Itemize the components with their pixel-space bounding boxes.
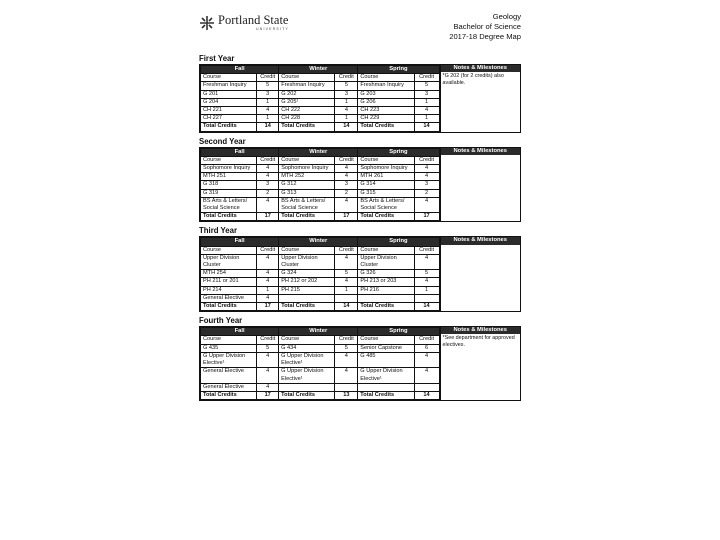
column-header-course: Course: [201, 246, 257, 254]
term-header-fall: Fall: [201, 238, 279, 246]
program-degree: Bachelor of Science: [453, 22, 521, 31]
credit-cell: 4: [257, 270, 279, 278]
table-row: [201, 98, 440, 106]
credit-cell: 5: [414, 270, 439, 278]
table-row: [201, 115, 440, 123]
table-row: [201, 344, 440, 352]
column-header-course: Course: [201, 156, 257, 164]
credit-cell: 4: [257, 352, 279, 367]
course-cell: Total Credits: [279, 391, 335, 399]
credit-cell: 2: [257, 189, 279, 197]
course-table: [200, 327, 440, 400]
credit-cell: [335, 383, 358, 391]
credit-cell: 4: [414, 107, 439, 115]
document-header: [199, 10, 521, 54]
notes-text: *G 202 (for 2 credits) also available.: [442, 73, 504, 86]
course-cell: G Upper Division Elective¹: [201, 352, 257, 367]
course-cell: Freshman Inquiry: [279, 82, 335, 90]
column-header-credit: Credit: [414, 74, 439, 82]
credit-cell: 1: [414, 98, 439, 106]
year-grid: [199, 326, 521, 401]
credit-cell: 4: [414, 352, 439, 367]
credit-cell: 6: [414, 344, 439, 352]
credit-cell: 13: [335, 391, 358, 399]
year-heading: First Year: [199, 54, 235, 63]
column-header-credit: Credit: [335, 156, 358, 164]
term-header-spring: Spring: [358, 328, 439, 336]
course-table: [200, 65, 440, 132]
course-cell: G 314: [358, 181, 414, 189]
credit-cell: 5: [414, 82, 439, 90]
course-cell: CH 229: [358, 115, 414, 123]
course-cell: G 202: [279, 90, 335, 98]
credit-cell: 4: [414, 368, 439, 383]
course-cell: Total Credits: [358, 303, 414, 311]
credit-cell: 4: [257, 165, 279, 173]
credit-cell: 2: [335, 189, 358, 197]
course-cell: Sophomore Inquiry: [279, 165, 335, 173]
column-header-course: Course: [279, 246, 335, 254]
credit-cell: 17: [414, 213, 439, 221]
course-cell: G 205¹: [279, 98, 335, 106]
credit-cell: 3: [414, 90, 439, 98]
course-cell: Upper Division Cluster: [358, 254, 414, 269]
course-cell: G 312: [279, 181, 335, 189]
table-row: [201, 270, 440, 278]
course-cell: G 324: [279, 270, 335, 278]
column-header-course: Course: [201, 336, 257, 344]
table-row: [201, 294, 440, 302]
credit-cell: 4: [257, 383, 279, 391]
column-header-course: Course: [358, 156, 414, 164]
credit-cell: 1: [335, 286, 358, 294]
course-cell: CH 228: [279, 115, 335, 123]
credit-cell: 4: [414, 197, 439, 212]
program-discipline: Geology: [492, 12, 521, 21]
course-cell: Total Credits: [279, 213, 335, 221]
course-cell: [358, 294, 414, 302]
credit-cell: 4: [335, 254, 358, 269]
notes-text: *See department for approved electives.: [442, 335, 515, 349]
credit-cell: 3: [414, 181, 439, 189]
table-row: [201, 254, 440, 269]
course-cell: G 319: [201, 189, 257, 197]
credit-cell: [414, 383, 439, 391]
credit-cell: 4: [414, 254, 439, 269]
column-header-credit: Credit: [257, 156, 279, 164]
credit-cell: 14: [335, 123, 358, 131]
logo-subtitle: UNIVERSITY: [256, 27, 290, 31]
table-row: [201, 286, 440, 294]
column-header-credit: Credit: [257, 246, 279, 254]
course-cell: PH 213 or 203: [358, 278, 414, 286]
program-map-year: 2017-18 Degree Map: [449, 32, 521, 41]
course-cell: [279, 294, 335, 302]
course-cell: PH 211 or 201: [201, 278, 257, 286]
credit-cell: 4: [257, 294, 279, 302]
course-cell: G 434: [279, 344, 335, 352]
term-header-spring: Spring: [358, 148, 439, 156]
credit-cell: 4: [335, 197, 358, 212]
course-cell: PH 215: [279, 286, 335, 294]
credit-cell: 4: [335, 278, 358, 286]
course-cell: General Elective: [201, 383, 257, 391]
table-row: [201, 197, 440, 212]
column-header-credit: Credit: [414, 336, 439, 344]
term-header-fall: Fall: [201, 328, 279, 336]
table-row: [201, 82, 440, 90]
course-cell: CH 221: [201, 107, 257, 115]
credit-cell: 4: [257, 197, 279, 212]
notes-header: Notes & Milestones: [441, 327, 521, 334]
notes-column: [440, 148, 521, 222]
credit-cell: 4: [257, 173, 279, 181]
table-row: [201, 123, 440, 131]
psu-logo-icon: [199, 15, 215, 31]
course-cell: General Elective: [201, 294, 257, 302]
course-cell: G Upper Division Elective¹: [279, 352, 335, 367]
column-header-credit: Credit: [257, 74, 279, 82]
credit-cell: 3: [335, 90, 358, 98]
credit-cell: 17: [335, 213, 358, 221]
notes-text: [441, 155, 521, 157]
course-cell: G 485: [358, 352, 414, 367]
credit-cell: 5: [257, 344, 279, 352]
course-cell: BS Arts & Letters/ Social Science: [201, 197, 257, 212]
column-header-course: Course: [279, 74, 335, 82]
table-row: [201, 107, 440, 115]
table-row: [201, 303, 440, 311]
table-row: [201, 90, 440, 98]
credit-cell: 1: [257, 115, 279, 123]
credit-cell: 17: [257, 213, 279, 221]
program-title: [449, 12, 521, 42]
course-cell: [358, 383, 414, 391]
column-header-credit: Credit: [335, 336, 358, 344]
course-cell: G Upper Division Elective¹: [279, 368, 335, 383]
notes-column: [440, 237, 521, 311]
course-cell: G 201: [201, 90, 257, 98]
credit-cell: 17: [257, 391, 279, 399]
table-row: [201, 383, 440, 391]
course-cell: Senior Capstone: [358, 344, 414, 352]
term-header-spring: Spring: [358, 238, 439, 246]
course-cell: Total Credits: [279, 303, 335, 311]
course-cell: MTH 261: [358, 173, 414, 181]
notes-column: [440, 327, 521, 400]
credit-cell: 14: [414, 303, 439, 311]
credit-cell: 4: [414, 173, 439, 181]
table-row: [201, 391, 440, 399]
column-header-course: Course: [358, 246, 414, 254]
column-header-course: Course: [279, 156, 335, 164]
credit-cell: 1: [335, 115, 358, 123]
course-cell: Total Credits: [358, 213, 414, 221]
credit-cell: 1: [414, 115, 439, 123]
course-cell: MTH 252: [279, 173, 335, 181]
credit-cell: 3: [335, 181, 358, 189]
credit-cell: 14: [414, 391, 439, 399]
course-cell: BS Arts & Letters/ Social Science: [279, 197, 335, 212]
credit-cell: 14: [335, 303, 358, 311]
column-header-credit: Credit: [257, 336, 279, 344]
course-cell: PH 214: [201, 286, 257, 294]
credit-cell: 5: [335, 344, 358, 352]
credit-cell: 2: [414, 189, 439, 197]
term-header-winter: Winter: [279, 328, 358, 336]
course-cell: Total Credits: [358, 391, 414, 399]
term-header-fall: Fall: [201, 148, 279, 156]
course-cell: G Upper Division Elective¹: [358, 368, 414, 383]
year-grid: [199, 64, 521, 133]
credit-cell: 4: [257, 278, 279, 286]
years-container: [199, 54, 521, 401]
course-cell: Total Credits: [201, 213, 257, 221]
credit-cell: 4: [335, 173, 358, 181]
term-header-winter: Winter: [279, 148, 358, 156]
course-table: [200, 148, 440, 222]
year-grid: [199, 236, 521, 312]
credit-cell: 4: [335, 165, 358, 173]
credit-cell: 4: [335, 107, 358, 115]
term-header-spring: Spring: [358, 66, 439, 74]
course-cell: MTH 254: [201, 270, 257, 278]
credit-cell: 17: [257, 303, 279, 311]
course-cell: General Elective: [201, 368, 257, 383]
credit-cell: 4: [257, 368, 279, 383]
course-cell: CH 223: [358, 107, 414, 115]
year-heading: Fourth Year: [199, 316, 243, 326]
course-cell: G 326: [358, 270, 414, 278]
course-cell: Freshman Inquiry: [201, 82, 257, 90]
notes-header: Notes & Milestones: [441, 148, 521, 155]
course-cell: PH 212 or 202: [279, 278, 335, 286]
course-cell: Total Credits: [201, 303, 257, 311]
credit-cell: [335, 294, 358, 302]
credit-cell: 1: [414, 286, 439, 294]
year-grid: [199, 147, 521, 223]
psu-logo: [199, 14, 289, 31]
column-header-credit: Credit: [335, 74, 358, 82]
course-cell: G 315: [358, 189, 414, 197]
course-cell: G 313: [279, 189, 335, 197]
course-cell: Total Credits: [279, 123, 335, 131]
term-header-fall: Fall: [201, 66, 279, 74]
course-cell: G 318: [201, 181, 257, 189]
table-row: [201, 181, 440, 189]
credit-cell: 4: [257, 254, 279, 269]
table-row: [201, 189, 440, 197]
column-header-course: Course: [358, 336, 414, 344]
table-row: [201, 352, 440, 367]
year-heading: Third Year: [199, 226, 237, 236]
course-cell: CH 222: [279, 107, 335, 115]
degree-map-page: [199, 10, 521, 530]
column-header-credit: Credit: [414, 156, 439, 164]
credit-cell: 4: [335, 352, 358, 367]
course-cell: G 204: [201, 98, 257, 106]
course-cell: [279, 383, 335, 391]
course-cell: BS Arts & Letters/ Social Science: [358, 197, 414, 212]
column-header-course: Course: [201, 74, 257, 82]
course-cell: MTH 251: [201, 173, 257, 181]
course-cell: G 435: [201, 344, 257, 352]
course-cell: Total Credits: [201, 123, 257, 131]
course-cell: Total Credits: [201, 391, 257, 399]
column-header-credit: Credit: [335, 246, 358, 254]
term-header-winter: Winter: [279, 66, 358, 74]
column-header-course: Course: [279, 336, 335, 344]
table-row: [201, 278, 440, 286]
credit-cell: 3: [257, 90, 279, 98]
course-cell: CH 227: [201, 115, 257, 123]
table-row: [201, 368, 440, 383]
table-row: [201, 173, 440, 181]
credit-cell: 1: [257, 98, 279, 106]
credit-cell: 4: [414, 278, 439, 286]
term-header-winter: Winter: [279, 238, 358, 246]
course-cell: Sophomore Inquiry: [358, 165, 414, 173]
column-header-credit: Credit: [414, 246, 439, 254]
credit-cell: 4: [414, 165, 439, 173]
course-cell: Sophomore Inquiry: [201, 165, 257, 173]
course-cell: PH 216: [358, 286, 414, 294]
column-header-course: Course: [358, 74, 414, 82]
course-table: [200, 237, 440, 311]
notes-text: [441, 245, 521, 247]
course-cell: Freshman Inquiry: [358, 82, 414, 90]
table-row: [201, 213, 440, 221]
credit-cell: 5: [335, 82, 358, 90]
credit-cell: 1: [257, 286, 279, 294]
credit-cell: 5: [335, 270, 358, 278]
credit-cell: 3: [257, 181, 279, 189]
credit-cell: 1: [335, 98, 358, 106]
course-cell: G 206: [358, 98, 414, 106]
credit-cell: 4: [257, 107, 279, 115]
course-cell: Total Credits: [358, 123, 414, 131]
course-cell: Upper Division Cluster: [279, 254, 335, 269]
credit-cell: 14: [257, 123, 279, 131]
credit-cell: 5: [257, 82, 279, 90]
logo-wordmark: Portland State: [218, 13, 289, 27]
notes-header: Notes & Milestones: [441, 237, 521, 244]
course-cell: G 203: [358, 90, 414, 98]
credit-cell: 14: [414, 123, 439, 131]
credit-cell: [414, 294, 439, 302]
credit-cell: 4: [335, 368, 358, 383]
notes-header: Notes & Milestones: [441, 65, 521, 72]
year-heading: Second Year: [199, 136, 246, 146]
course-cell: Upper Division Cluster: [201, 254, 257, 269]
table-row: [201, 165, 440, 173]
notes-column: [440, 65, 521, 132]
